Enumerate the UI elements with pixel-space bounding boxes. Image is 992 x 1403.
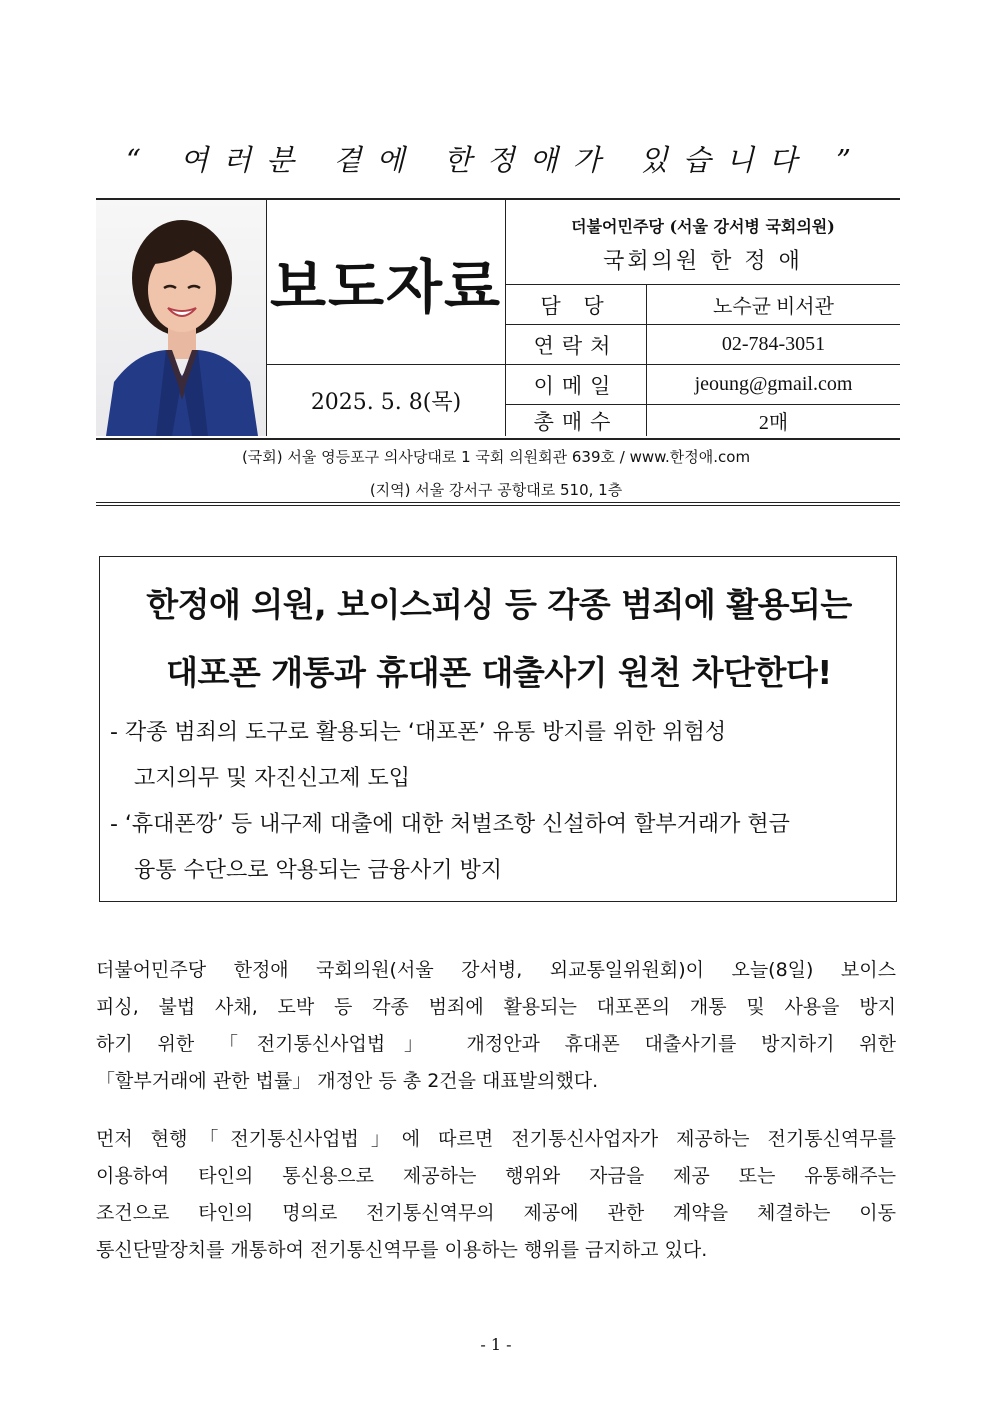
contact-value: 2매 [758, 412, 789, 434]
page-number: - 1 - [480, 1335, 512, 1354]
paragraph-line: 더불어민주당 한정애 국회의원(서울 강서병, 외교통일위원회)이 오늘(8일) 보이스 [96, 959, 896, 981]
contact-value: 노수균 비서관 [713, 296, 834, 318]
divider [96, 439, 900, 440]
party-affiliation: 더불어민주당 (서울 강서병 국회의원) [571, 217, 835, 236]
paragraph-line: 통신단말장치를 개통하여 전기통신역무를 이용하는 행위를 금지하고 있다. [96, 1239, 708, 1261]
paragraph-line: 이용하여 타인의 통신용으로 제공하는 행위와 자금을 제공 또는 유통해주는 [96, 1165, 896, 1187]
divider [96, 502, 900, 503]
divider [96, 505, 900, 506]
contact-label: 담 당 [506, 285, 647, 324]
contact-label: 총매수 [506, 405, 647, 436]
lawmaker-name: 국회의원 한 정 애 [603, 249, 803, 274]
contact-row-pages [506, 405, 900, 436]
headline-line-1: 한정애 의원, 보이스피싱 등 각종 범죄에 활용되는 [146, 585, 852, 624]
portrait-image [96, 200, 266, 436]
summary-bullet-1: - 각종 범죄의 도구로 활용되는 ‘대포폰’ 유통 방지를 위한 위험성 [110, 720, 727, 745]
paragraph-line: 조건으로 타인의 명의로 전기통신역무의 제공에 관한 계약을 체결하는 이동 [96, 1202, 896, 1224]
headline-box [99, 556, 897, 902]
contact-value: 02-784-3051 [721, 333, 826, 355]
paragraph-line: 피싱, 불법 사채, 도박 등 각종 범죄에 활용되는 대포폰의 개통 및 사용을 방지 [96, 996, 896, 1018]
contact-row-manager [506, 285, 900, 325]
document-type-cell [267, 200, 506, 365]
release-date: 2025. 5. 8(목) [267, 365, 506, 436]
summary-bullet-2: - ‘휴대폰깡’ 등 내구제 대출에 대한 처벌조항 신설하여 할부거래가 현금 [110, 812, 790, 837]
slogan: “ 여러분 곁에 한정애가 있습니다 ” [126, 143, 866, 177]
contact-value: jeoung@gmail.com [694, 373, 853, 395]
contact-row-email [506, 365, 900, 405]
contact-label: 이메일 [506, 365, 647, 404]
body-paragraph-1 [96, 952, 896, 1100]
document-type: 보도자료 [269, 253, 503, 321]
contact-label: 연락처 [506, 325, 647, 364]
paragraph-line: 「할부거래에 관한 법률」 개정안 등 총 2건을 대표발의했다. [96, 1070, 599, 1092]
contact-row-phone [506, 325, 900, 365]
assembly-address: (국회) 서울 영등포구 의사당대로 1 국회 의원회관 639호 / www.한정애.com [241, 448, 751, 466]
summary-bullet-2-cont: 융통 수단으로 악용되는 금융사기 방지 [134, 858, 503, 883]
headline-line-2: 대포폰 개통과 휴대폰 대출사기 원천 차단한다! [166, 653, 832, 692]
organization-cell [506, 200, 900, 285]
paragraph-line: 하기 위한 「전기통신사업법」 개정안과 휴대폰 대출사기를 방지하기 위한 [96, 1033, 896, 1055]
local-address: (지역) 서울 강서구 공항대로 510, 1층 [369, 481, 623, 499]
summary-bullet-1-cont: 고지의무 및 자진신고제 도입 [134, 766, 411, 791]
lawmaker-photo [96, 200, 267, 436]
press-release-header [96, 198, 900, 439]
paragraph-line: 먼저 현행「전기통신사업법」에 따르면 전기통신사업자가 제공하는 전기통신역무를 [96, 1128, 896, 1150]
body-paragraph-2 [96, 1121, 896, 1269]
